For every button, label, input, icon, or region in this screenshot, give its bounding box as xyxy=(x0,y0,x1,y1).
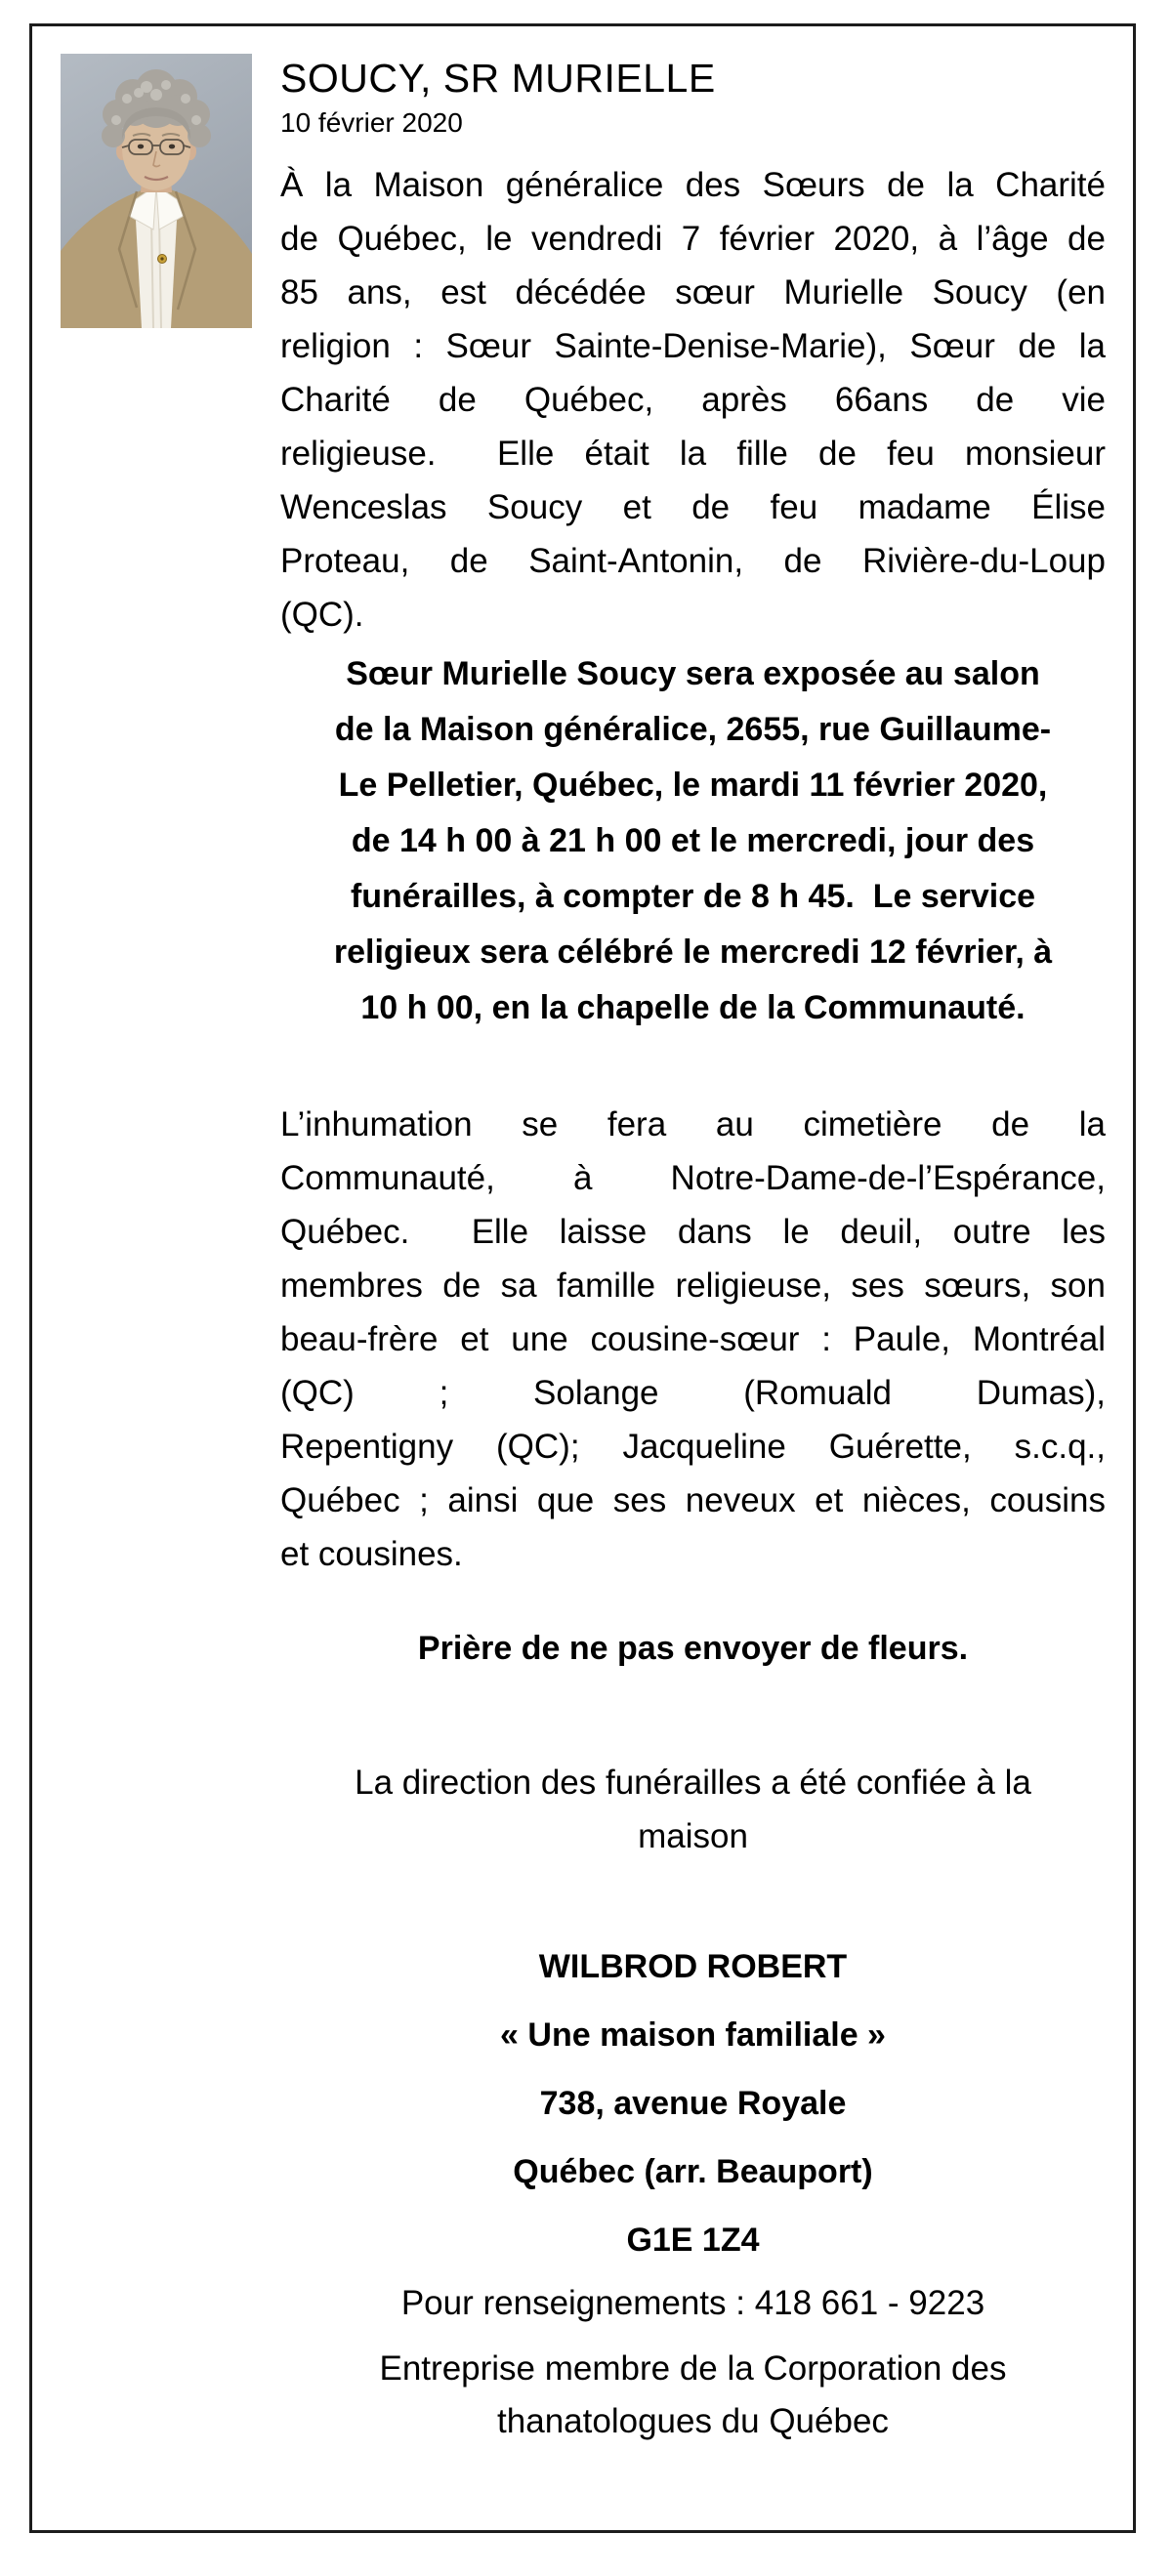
publication-date: 10 février 2020 xyxy=(280,107,463,138)
obituary-paragraph-2 xyxy=(280,1098,1106,1581)
obituary-paragraph-1-line: religion : Sœur Sainte-Denise-Marie), Sœur de la xyxy=(280,327,1106,365)
visitation-details-paragraph-line: funérailles, à compter de 8 h 45. Le service xyxy=(350,878,1036,915)
funeral-home-city: Québec (arr. Beauport) xyxy=(513,2153,873,2190)
no-flowers-notice: Prière de ne pas envoyer de fleurs. xyxy=(417,1630,969,1667)
funeral-direction-note-line: maison xyxy=(638,1817,748,1855)
obituary-paragraph-2-line: Repentigny (QC); Jacqueline Guérette, s.c.q., xyxy=(280,1428,1106,1466)
obituary-paragraph-2-line: (QC) ; Solange (Romuald Dumas), xyxy=(280,1374,1106,1412)
funeral-home-postal-code: G1E 1Z4 xyxy=(626,2222,760,2259)
obituary-paragraph-1-line: Wenceslas Soucy et de feu madame Élise xyxy=(280,488,1106,526)
portrait-illustration xyxy=(61,54,252,328)
obituary-paragraph-1 xyxy=(280,158,1106,642)
membership-note-line: Entreprise membre de la Corporation des xyxy=(379,2349,1007,2388)
membership-note-line: thanatologues du Québec xyxy=(497,2402,889,2440)
visitation-details-paragraph xyxy=(280,646,1106,1036)
obituary-paragraph-1-line: Proteau, de Saint-Antonin, de Rivière-du-Loup xyxy=(280,542,1106,580)
visitation-details-paragraph-line: de 14 h 00 à 21 h 00 et le mercredi, jour des xyxy=(351,822,1035,859)
portrait-photo xyxy=(61,54,252,328)
visitation-details-paragraph-line: Sœur Murielle Soucy sera exposée au salon xyxy=(346,655,1040,692)
membership-note xyxy=(280,2343,1106,2448)
funeral-home-slogan: « Une maison familiale » xyxy=(500,2016,886,2054)
funeral-home-name: WILBROD ROBERT xyxy=(538,1948,848,1985)
obituary-paragraph-2-line: Québec ; ainsi que ses neveux et nièces, cousins xyxy=(280,1481,1106,1519)
visitation-details-paragraph-line: religieux sera célébré le mercredi 12 février, à xyxy=(333,934,1053,971)
obituary-paragraph-2-line: Québec. Elle laisse dans le deuil, outre les xyxy=(280,1213,1106,1251)
obituary-paragraph-1-line: religieuse. Elle était la fille de feu monsieur xyxy=(280,435,1106,473)
funeral-home-street: 738, avenue Royale xyxy=(539,2085,847,2122)
obituary-paragraph-1-line: À la Maison généralice des Sœurs de la Charité xyxy=(280,166,1106,204)
obituary-paragraph-2-line: L’inhumation se fera au cimetière de la xyxy=(280,1105,1106,1143)
phone-info-line: Pour renseignements : 418 661 - 9223 xyxy=(400,2284,985,2322)
funeral-direction-note-line: La direction des funérailles a été confiée à la xyxy=(355,1764,1031,1802)
obituary-card xyxy=(29,23,1136,2533)
obituary-paragraph-1-line: Charité de Québec, après 66ans de vie xyxy=(280,381,1106,419)
obituary-paragraph-2-line: beau-frère et une cousine-sœur : Paule, Montréal xyxy=(280,1320,1106,1358)
obituary-paragraph-1-line: (QC). xyxy=(280,596,364,634)
obituary-paragraph-2-line: et cousines. xyxy=(280,1535,463,1573)
visitation-details-paragraph-line: 10 h 00, en la chapelle de la Communauté. xyxy=(360,989,1026,1026)
obituary-paragraph-2-line: Communauté, à Notre-Dame-de-l’Espérance, xyxy=(280,1159,1106,1197)
obituary-paragraph-1-line: de Québec, le vendredi 7 février 2020, à l’âge de xyxy=(280,220,1106,258)
obituary-paragraph-1-line: 85 ans, est décédée sœur Murielle Soucy (en xyxy=(280,273,1106,312)
funeral-home-block xyxy=(280,1932,1106,2274)
visitation-details-paragraph-line: de la Maison généralice, 2655, rue Guillaume- xyxy=(334,711,1052,748)
visitation-details-paragraph-line: Le Pelletier, Québec, le mardi 11 février 2020, xyxy=(338,767,1048,804)
obituary-paragraph-2-line: membres de sa famille religieuse, ses sœurs, son xyxy=(280,1267,1106,1305)
funeral-direction-note xyxy=(280,1756,1106,1863)
deceased-name-title: SOUCY, SR MURIELLE xyxy=(280,56,716,101)
